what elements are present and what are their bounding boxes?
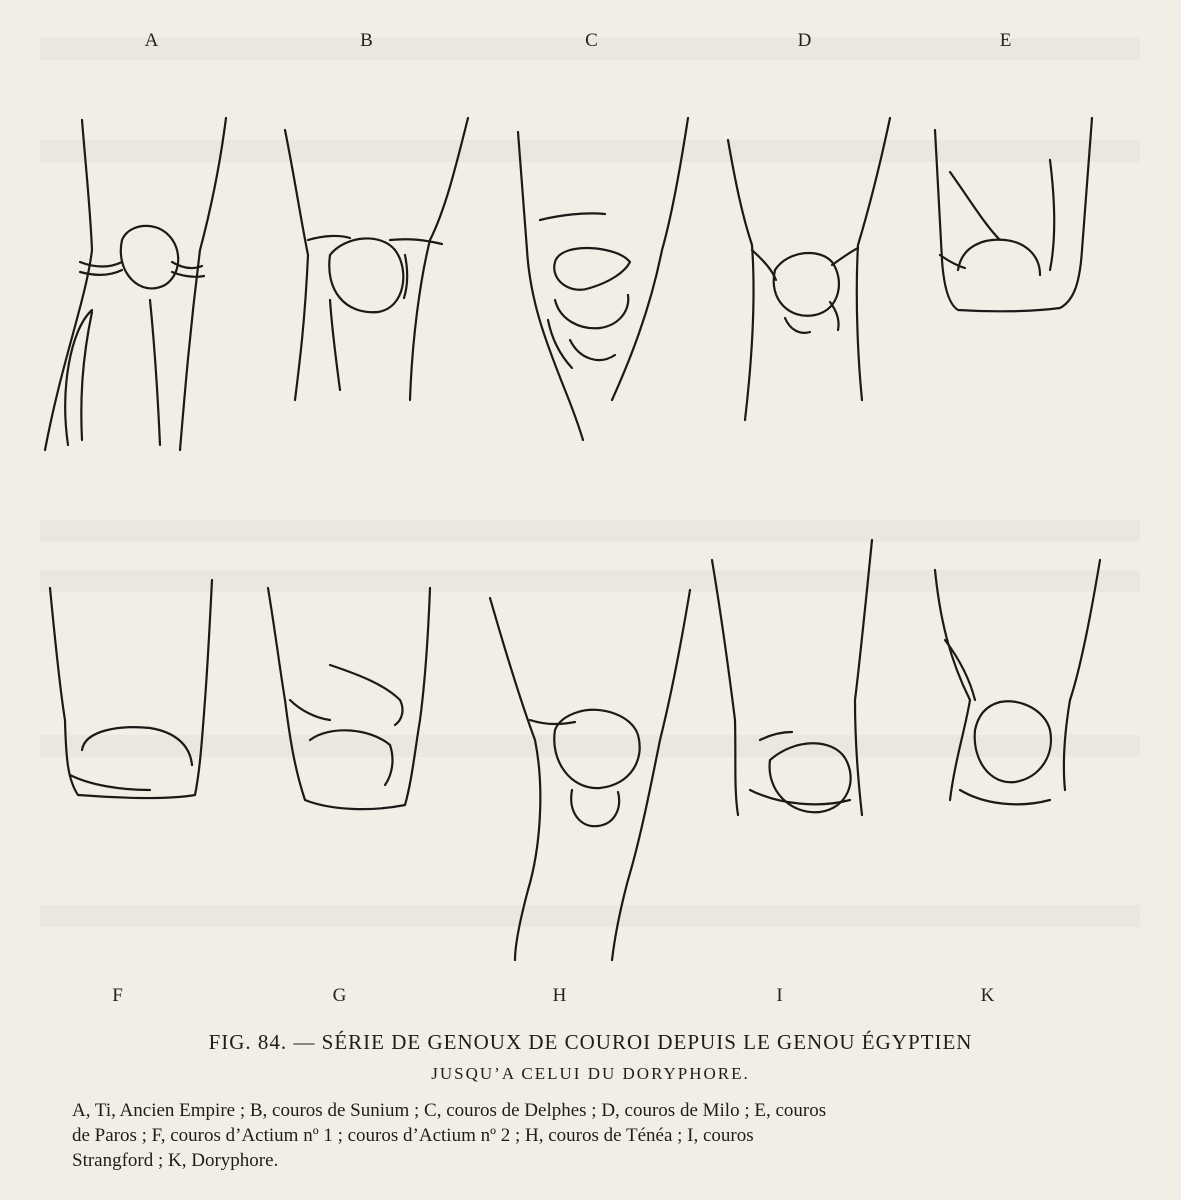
knee-drawing-f <box>50 580 212 798</box>
label-b: B <box>360 30 374 51</box>
label-g: G <box>332 985 348 1006</box>
knee-drawing-h <box>490 590 690 960</box>
legend-line: A, Ti, Ancien Empire ; B, couros de Sunium ; C, couros de Delphes ; D, couros de Milo ; E, couros <box>72 1100 827 1121</box>
label-e: E <box>999 30 1013 51</box>
knee-drawing-k <box>935 560 1100 804</box>
knee-drawing-c <box>518 118 688 440</box>
knee-drawing-b <box>285 118 468 400</box>
label-d: D <box>797 30 813 51</box>
knee-drawing-e <box>935 118 1092 311</box>
figure-caption-subtitle: JUSQU’A CELUI DU DORYPHORE. <box>431 1064 750 1083</box>
label-h: H <box>552 985 568 1006</box>
legend-line: de Paros ; F, couros d’Actium nº 1 ; couros d’Actium nº 2 ; H, couros de Ténéa ; I, couros <box>72 1125 754 1146</box>
label-c: C <box>585 30 599 51</box>
label-a: A <box>144 30 160 51</box>
knee-drawing-a <box>45 118 226 450</box>
label-i: I <box>776 985 784 1006</box>
legend-line: Strangford ; K, Doryphore. <box>72 1150 279 1171</box>
knee-drawing-i <box>712 540 872 815</box>
label-k: K <box>980 985 996 1006</box>
figure-caption-title: FIG. 84. — SÉRIE DE GENOUX DE COUROI DEPUIS LE GENOU ÉGYPTIEN <box>208 1030 973 1054</box>
knee-drawing-g <box>268 588 430 809</box>
knee-drawing-d <box>728 118 890 420</box>
figure-legend <box>72 1098 1112 1173</box>
label-f: F <box>112 985 124 1006</box>
